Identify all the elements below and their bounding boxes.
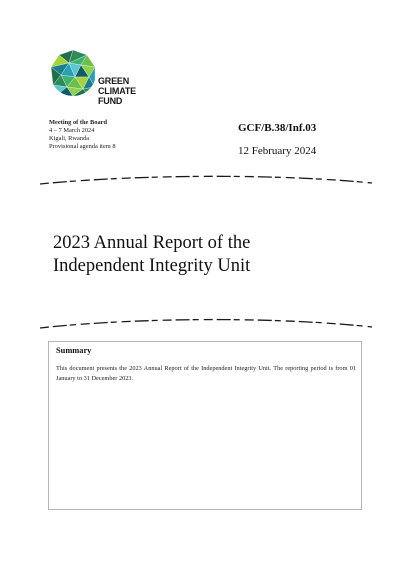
meeting-location: Kigali, Rwanda (49, 135, 90, 142)
logo-line-1: GREEN (98, 76, 130, 86)
summary-box (48, 341, 362, 510)
meeting-info (49, 119, 116, 151)
summary-text: This document presents the 2023 Annual Report of the Independent Integrity Unit. The reporting period is from 01 January to 31 December 2023. (56, 365, 356, 382)
logo-wordmark (98, 76, 158, 106)
meeting-agenda: Provisional agenda item 8 (49, 143, 116, 150)
title-line-2: Independent Integrity Unit (53, 256, 251, 276)
meeting-dates: 4 – 7 March 2024 (49, 127, 95, 134)
document-title (53, 232, 373, 278)
gcf-globe-icon (49, 49, 97, 97)
logo-line-2: CLIMATE (98, 86, 136, 96)
title-line-1: 2023 Annual Report of the (53, 233, 251, 253)
divider-swoosh-top (0, 172, 413, 192)
summary-heading: Summary (56, 346, 92, 355)
meeting-title: Meeting of the Board (49, 119, 108, 126)
logo-line-3: FUND (98, 96, 123, 106)
gcf-logo (49, 49, 149, 106)
divider-swoosh-bottom (0, 315, 413, 335)
document-date: 12 February 2024 (238, 145, 317, 157)
document-number: GCF/B.38/Inf.03 (238, 122, 317, 134)
